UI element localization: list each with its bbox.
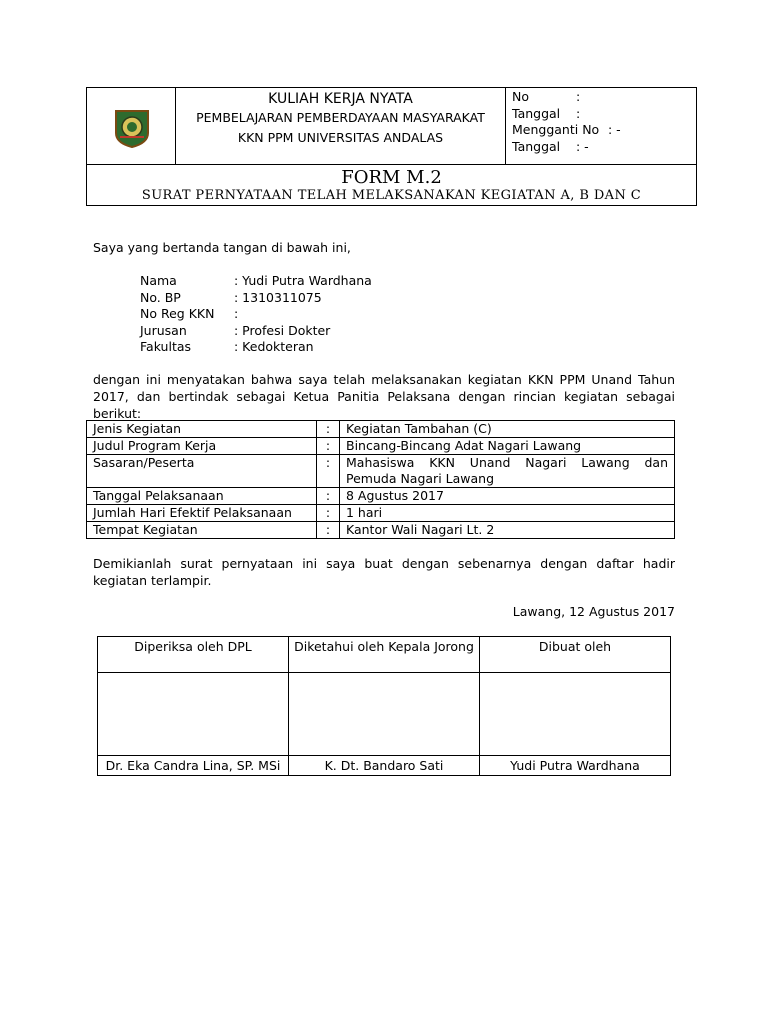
signature-space-row (98, 673, 671, 756)
form-title: FORM M.2 (341, 167, 442, 188)
logo-cell (87, 88, 176, 164)
identity-label: No Reg KKN (140, 306, 215, 321)
header-title-cell (176, 88, 506, 164)
meta-value: : - (608, 122, 621, 137)
identity-label: Nama (140, 273, 177, 288)
signature-space (98, 673, 289, 756)
detail-value: Kantor Wali Nagari Lt. 2 (340, 522, 675, 539)
detail-value: Kegiatan Tambahan (C) (340, 421, 675, 438)
detail-label: Jumlah Hari Efektif Pelaksanaan (87, 505, 317, 522)
meta-label: Tanggal (512, 138, 561, 154)
signature-space (289, 673, 480, 756)
identity-row (140, 273, 372, 290)
meta-value: : - (576, 138, 589, 154)
meta-value: : (576, 105, 581, 121)
detail-row (87, 488, 675, 505)
detail-separator: : (317, 505, 340, 522)
detail-value: 8 Agustus 2017 (340, 488, 675, 505)
detail-separator: : (317, 438, 340, 455)
detail-label: Jenis Kegiatan (87, 421, 317, 438)
signatory-name: Dr. Eka Candra Lina, SP. MSi (98, 756, 289, 776)
signature-role: Diketahui oleh Kepala Jorong (289, 637, 480, 673)
meta-label: No (512, 89, 529, 104)
identity-table (140, 273, 372, 356)
program-subtitle: PEMBELAJARAN PEMBERDAYAAN MASYARAKAT (196, 110, 485, 125)
meta-value: : (576, 89, 581, 104)
identity-row (140, 339, 372, 356)
meta-row (512, 106, 690, 123)
identity-value: : (234, 306, 239, 321)
signature-space (480, 673, 671, 756)
detail-separator: : (317, 455, 340, 488)
detail-row (87, 438, 675, 455)
place-date: Lawang, 12 Agustus 2017 (512, 604, 675, 619)
meta-row (512, 89, 690, 106)
program-title: KULIAH KERJA NYATA (268, 91, 413, 107)
detail-label: Sasaran/Peserta (87, 455, 317, 488)
form-title-box (86, 164, 697, 206)
identity-value: : Yudi Putra Wardhana (234, 273, 372, 288)
detail-separator: : (317, 488, 340, 505)
detail-row (87, 522, 675, 539)
signatory-name: K. Dt. Bandaro Sati (289, 756, 480, 776)
signatory-name: Yudi Putra Wardhana (480, 756, 671, 776)
signature-role: Dibuat oleh (480, 637, 671, 673)
form-subtitle: SURAT PERNYATAAN TELAH MELAKSANAKAN KEGIATAN A, B DAN C (141, 188, 642, 203)
identity-value: : Kedokteran (234, 339, 314, 354)
meta-label: Tanggal (512, 105, 561, 121)
signature-roles-row (98, 637, 671, 673)
closing-paragraph: Demikianlah surat pernyataan ini saya buat dengan sebenarnya dengan daftar hadir kegiatan terlampir. (93, 556, 675, 588)
university-logo-icon (112, 107, 152, 149)
identity-row (140, 323, 372, 340)
detail-row (87, 505, 675, 522)
identity-label: Fakultas (140, 339, 192, 354)
statement-paragraph: dengan ini menyatakan bahwa saya telah melaksanakan kegiatan KKN PPM Unand Tahun 2017, dan bertindak sebagai Ketua Panitia Pelaksana dengan rincian kegiatan sebagai berikut: (93, 372, 675, 421)
identity-value: : Profesi Dokter (234, 322, 331, 338)
detail-separator: : (317, 522, 340, 539)
signature-names-row (98, 756, 671, 776)
meta-row (512, 139, 690, 156)
detail-row (87, 455, 675, 488)
detail-label: Tempat Kegiatan (87, 522, 317, 539)
meta-label: Mengganti No (512, 122, 600, 137)
detail-value: Mahasiswa KKN Unand Nagari Lawang dan Pemuda Nagari Lawang (340, 455, 675, 488)
identity-value: : 1310311075 (234, 289, 322, 305)
detail-label: Tanggal Pelaksanaan (87, 488, 317, 505)
detail-value: 1 hari (340, 505, 675, 522)
form-header (86, 87, 697, 165)
activity-details-table (86, 420, 675, 539)
detail-label: Judul Program Kerja (87, 438, 317, 455)
intro-text: Saya yang bertanda tangan di bawah ini, (93, 240, 351, 255)
signature-table (97, 636, 671, 776)
detail-value: Bincang-Bincang Adat Nagari Lawang (340, 438, 675, 455)
identity-label: No. BP (140, 289, 181, 305)
detail-separator: : (317, 421, 340, 438)
identity-row (140, 290, 372, 307)
identity-label: Jurusan (140, 322, 187, 338)
university-name: KKN PPM UNIVERSITAS ANDALAS (237, 130, 444, 145)
identity-row (140, 306, 372, 323)
meta-row (512, 122, 690, 139)
signature-role: Diperiksa oleh DPL (98, 637, 289, 673)
detail-row (87, 421, 675, 438)
document-meta (506, 88, 696, 164)
